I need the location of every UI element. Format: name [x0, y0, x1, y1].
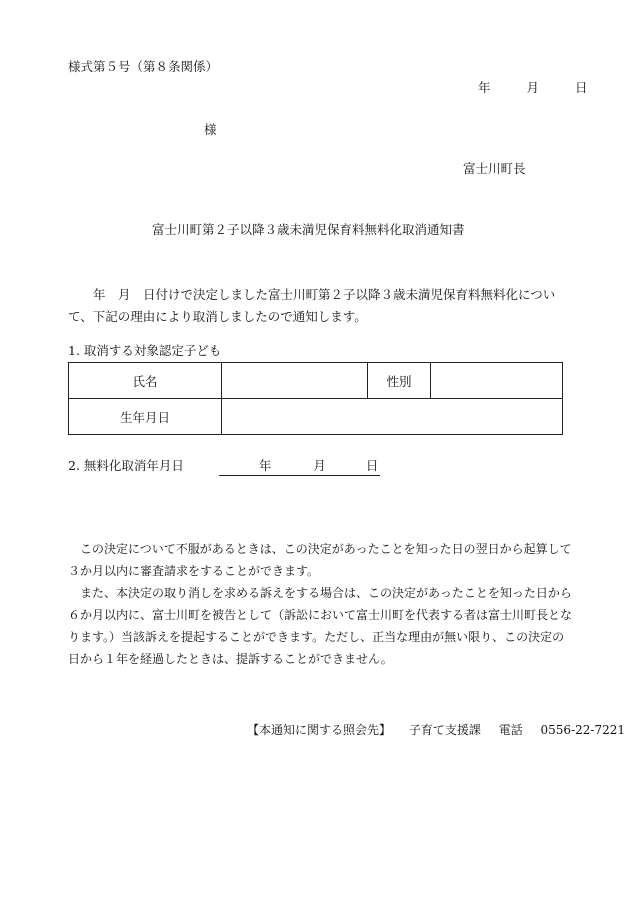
date-month-label: 月: [526, 80, 539, 95]
name-label: 氏名: [69, 363, 222, 399]
cancel-day-label: 日: [365, 458, 379, 473]
child-table: [68, 362, 563, 435]
body-paragraph: 年 月 日付けで決定しました富士川町第２子以降３歳未満児保育料無料化について、下記の理由により取消しましたので通知します。: [68, 287, 556, 324]
phone-label: 電話: [498, 723, 523, 737]
cancel-month-label: 月: [313, 458, 326, 473]
table-row: [69, 399, 563, 435]
appeal-notice: [68, 538, 573, 670]
name-value: [222, 363, 368, 399]
issue-date: [478, 80, 587, 96]
issuer: 富士川町長: [463, 161, 526, 176]
cancel-date-field: [219, 458, 381, 476]
gender-value: [431, 363, 563, 399]
phone-number: 0556-22-7221: [540, 723, 625, 737]
dob-label: 生年月日: [69, 399, 222, 435]
section1-heading: 1. 取消する対象認定子ども: [68, 343, 222, 358]
notice-paragraph-1: この決定について不服があるときは、この決定があったことを知った日の翌日から起算して３か月以内に審査請求をすることができます。: [68, 542, 572, 578]
date-day-label: 日: [574, 80, 588, 95]
document-title: 富士川町第２子以降３歳未満児保育料無料化取消通知書: [152, 222, 465, 237]
dob-value: [222, 399, 563, 435]
table-row: [69, 363, 563, 399]
section2: [68, 458, 380, 476]
notice-paragraph-2: また、本決定の取り消しを求める訴えをする場合は、この決定があったことを知った日から６か月以内に、富士川町を被告として（訴訟において富士川町を代表する者は富士川町長となります。）当該訴えを提起することができます。ただし、正当な理由が無い限り、この決定の日から１年を経過したときは、提訴することができません。: [68, 586, 573, 666]
contact-department: 子育て支援課: [408, 723, 481, 737]
date-year-label: 年: [478, 80, 491, 95]
section2-heading: 2. 無料化取消年月日: [68, 458, 184, 473]
gender-label: 性別: [368, 363, 431, 399]
form-number: 様式第５号（第８条関係）: [68, 59, 219, 74]
cancel-year-label: 年: [258, 458, 272, 473]
contact-label: 【本通知に関する照会先】: [247, 723, 392, 737]
recipient: 様: [204, 122, 217, 137]
contact-info: [247, 722, 630, 738]
